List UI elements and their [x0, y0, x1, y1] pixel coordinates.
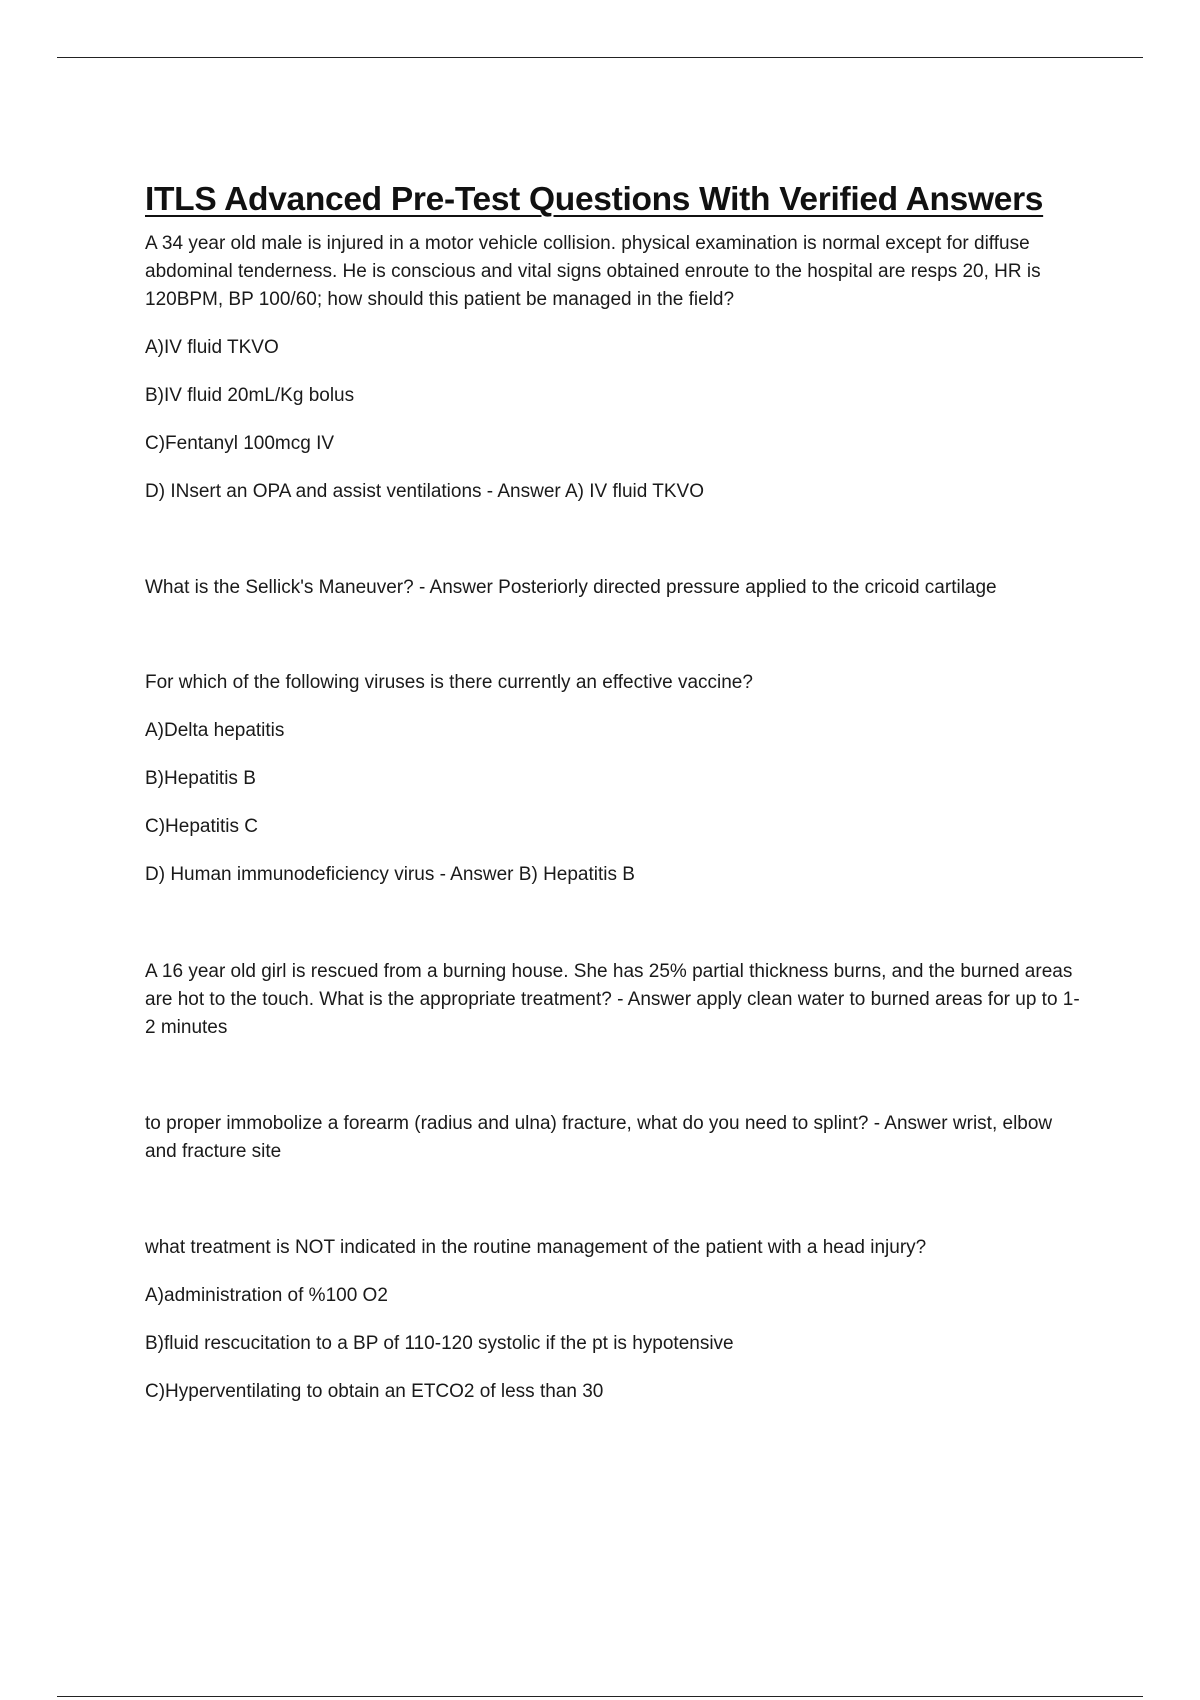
- answer-option: C)Hyperventilating to obtain an ETCO2 of less than 30: [145, 1381, 604, 1402]
- question-text: What is the Sellick's Maneuver? - Answer Posteriorly directed pressure applied to the cricoid cartilage: [145, 577, 997, 598]
- answer-option: B)Hepatitis B: [145, 768, 256, 789]
- question-text: A 16 year old girl is rescued from a burning house. She has 25% partial thickness burns, and the burned areas are hot to the touch. What is the appropriate treatment? - Answer apply clean water to burned areas for up to 1-2 minutes: [145, 961, 1080, 1038]
- question-text: what treatment is NOT indicated in the routine management of the patient with a head injury?: [145, 1237, 927, 1258]
- answer-option: D) Human immunodeficiency virus - Answer B) Hepatitis B: [145, 864, 635, 885]
- top-rule: [57, 57, 1143, 58]
- question-block: [145, 669, 1085, 889]
- question-block: [145, 958, 1085, 1042]
- bottom-rule: [57, 1696, 1143, 1697]
- answer-option: A)Delta hepatitis: [145, 720, 285, 741]
- answer-option: B)fluid rescucitation to a BP of 110-120 systolic if the pt is hypotensive: [145, 1333, 734, 1354]
- answer-option: B)IV fluid 20mL/Kg bolus: [145, 385, 355, 406]
- answer-option: D) INsert an OPA and assist ventilations - Answer A) IV fluid TKVO: [145, 481, 704, 502]
- answer-option: C)Hepatitis C: [145, 816, 258, 837]
- question-block: [145, 1110, 1085, 1166]
- answer-option: A)IV fluid TKVO: [145, 337, 279, 358]
- question-text: A 34 year old male is injured in a motor vehicle collision. physical examination is normal except for diffuse abdominal tenderness. He is conscious and vital signs obtained enroute to the hospital are resps 20, HR is 120BPM, BP 100/60; how should this patient be managed in the field?: [145, 233, 1041, 310]
- document-title: ITLS Advanced Pre-Test Questions With Verified Answers: [145, 181, 1044, 218]
- document-body: [145, 176, 1085, 1406]
- question-block: [145, 230, 1085, 506]
- question-block: [145, 574, 1085, 602]
- question-block: [145, 1234, 1085, 1406]
- question-text: to proper immobolize a forearm (radius and ulna) fracture, what do you need to splint? - Answer wrist, elbow and fracture site: [145, 1113, 1053, 1162]
- answer-option: A)administration of %100 O2: [145, 1285, 388, 1306]
- answer-option: C)Fentanyl 100mcg IV: [145, 433, 335, 454]
- question-text: For which of the following viruses is there currently an effective vaccine?: [145, 672, 753, 693]
